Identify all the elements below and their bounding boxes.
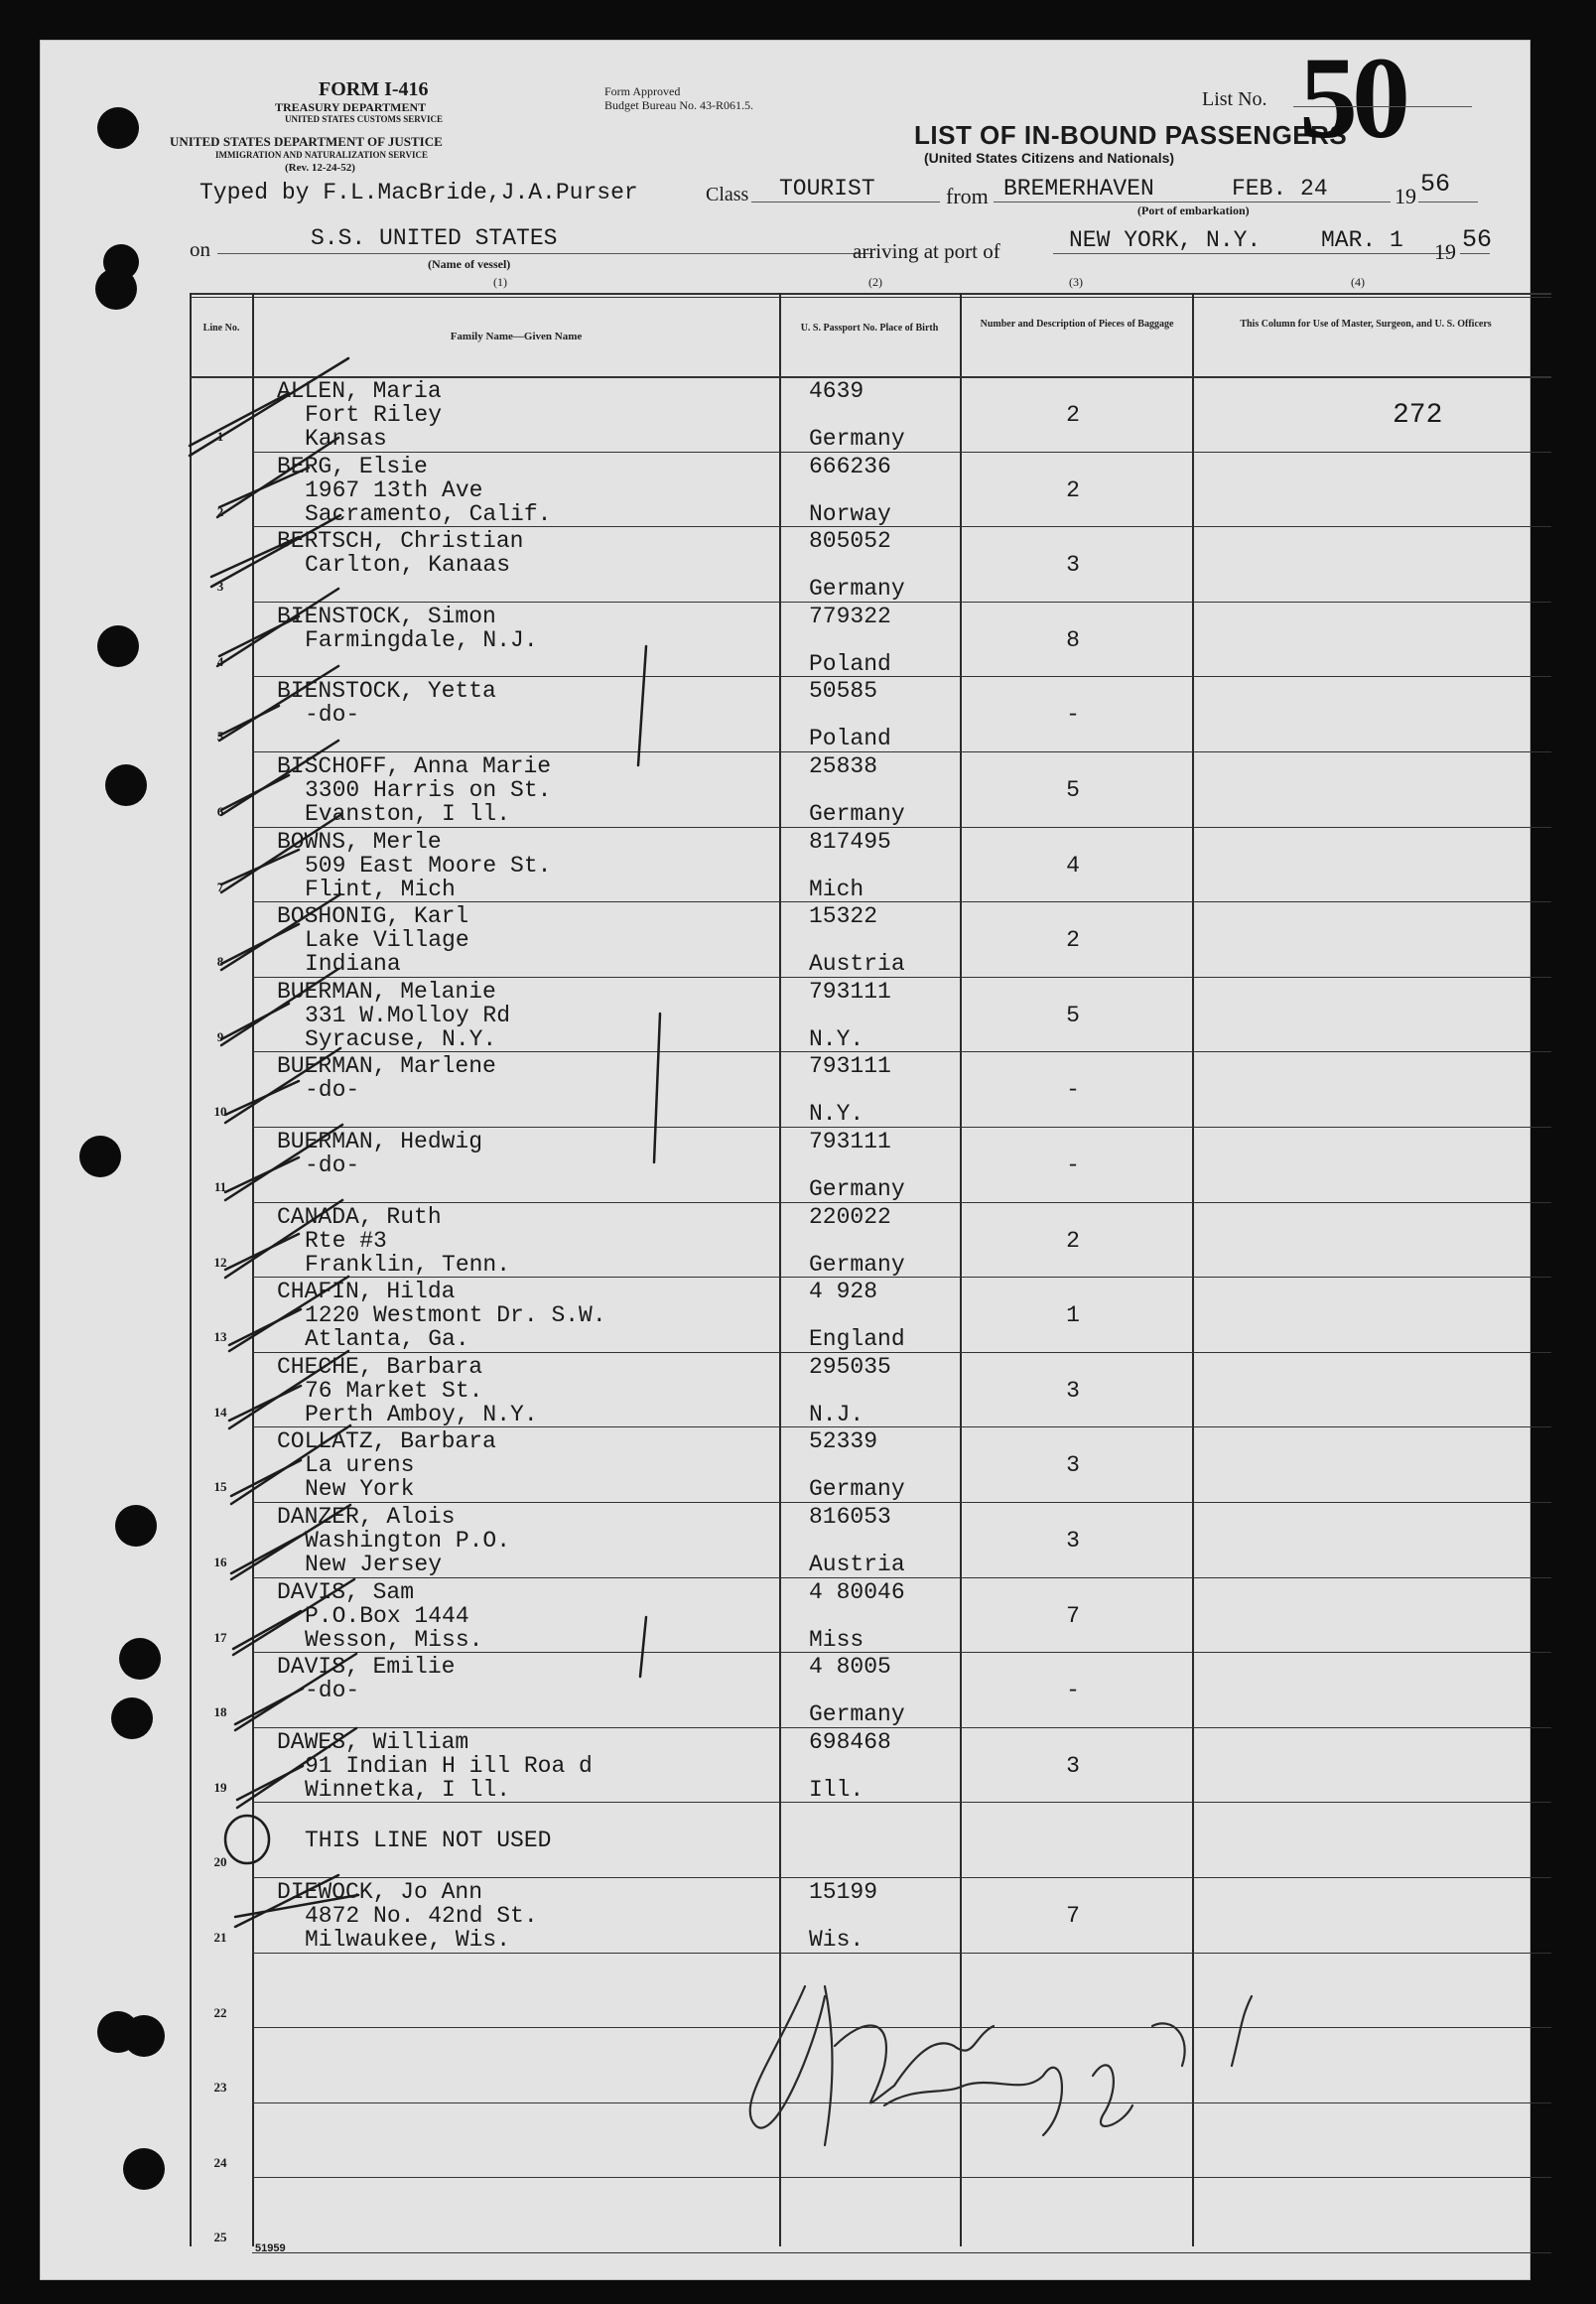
line-number: 6 <box>216 804 224 819</box>
baggage-count: 3 <box>1066 1752 1080 1779</box>
place-of-birth: N.Y. <box>809 1101 864 1128</box>
place-of-birth: Germany <box>809 1701 905 1728</box>
arriving-label: arriving at port of <box>853 239 1000 263</box>
passenger-name: DAVIS, Emilie <box>277 1654 456 1681</box>
immigration-service: IMMIGRATION AND NATURALIZATION SERVICE <box>215 150 428 160</box>
baggage-count: 2 <box>1066 476 1080 503</box>
passport-number: 817495 <box>809 828 891 855</box>
service-name: UNITED STATES CUSTOMS SERVICE <box>285 114 443 124</box>
baggage-count: 3 <box>1066 552 1080 579</box>
passport-number: 4 8005 <box>809 1654 891 1681</box>
line-number: 20 <box>213 1854 227 1870</box>
place-of-birth: N.Y. <box>809 1025 864 1052</box>
binder-hole <box>115 1505 157 1547</box>
officer-note: 272 <box>1393 400 1443 431</box>
address-line: La urens <box>305 1452 415 1479</box>
passenger-name: BUERMAN, Melanie <box>277 978 496 1005</box>
baggage-count: 3 <box>1066 1452 1080 1479</box>
baggage-count: - <box>1066 1678 1080 1704</box>
address-line: Wesson, Miss. <box>305 1626 483 1653</box>
typed-by: Typed by F.L.MacBride,J.A.Purser <box>200 180 638 205</box>
address-line: 1967 13th Ave <box>305 476 483 503</box>
address-line: 76 Market St. <box>305 1377 483 1404</box>
address-line: 91 Indian H ill Roa d <box>305 1752 593 1779</box>
place-of-birth: Ill. <box>809 1776 864 1803</box>
form-subtitle: (United States Citizens and Nationals) <box>924 150 1175 166</box>
class-value: TOURIST <box>779 176 875 202</box>
line-number: 2 <box>216 503 224 519</box>
arrival-year: 56 <box>1462 225 1493 254</box>
binder-hole <box>105 764 147 806</box>
passenger-name: BISCHOFF, Anna Marie <box>277 753 552 779</box>
passport-number: 666236 <box>809 453 891 479</box>
address-line: New Jersey <box>305 1552 443 1577</box>
baggage-count: 8 <box>1066 626 1080 653</box>
address-line: -do- <box>305 1152 360 1178</box>
baggage-count: 4 <box>1066 852 1080 879</box>
address-line: Syracuse, N.Y. <box>305 1025 497 1052</box>
from-year: 56 <box>1420 170 1451 199</box>
passenger-name: BERG, Elsie <box>277 453 428 479</box>
binder-hole <box>123 2015 165 2057</box>
passport-number: 4 928 <box>809 1279 878 1305</box>
col-number-1: (1) <box>493 275 507 289</box>
place-of-birth: Norway <box>809 500 891 527</box>
col-number-2: (2) <box>868 275 882 289</box>
from-date: FEB. 24 <box>1232 176 1328 202</box>
line-number: 11 <box>213 1179 227 1194</box>
place-of-birth: Austria <box>809 1552 905 1577</box>
from-year-prefix: 19 <box>1395 184 1416 208</box>
binder-hole <box>119 1638 161 1680</box>
vessel-label: (Name of vessel) <box>428 257 511 271</box>
line-number: 10 <box>213 1104 227 1120</box>
passport-number: 52339 <box>809 1428 878 1455</box>
line-number: 19 <box>213 1779 227 1795</box>
passport-number: 4 80046 <box>809 1578 905 1605</box>
place-of-birth: Austria <box>809 951 905 978</box>
from-port: BREMERHAVEN <box>1003 176 1154 202</box>
passport-number: 295035 <box>809 1353 891 1380</box>
address-line: -do- <box>305 1678 360 1704</box>
check-marks <box>41 41 1530 2279</box>
budget-bureau: Budget Bureau No. 43-R061.5. <box>604 98 753 112</box>
line-number: 1 <box>216 429 224 444</box>
baggage-count: 3 <box>1066 1377 1080 1404</box>
passenger-name: COLLATZ, Barbara <box>277 1428 496 1455</box>
passport-number: 698468 <box>809 1728 891 1755</box>
arrival-port: NEW YORK, N.Y. <box>1069 227 1262 253</box>
passenger-name: DAWES, William <box>277 1728 469 1755</box>
passenger-name: BOWNS, Merle <box>277 828 442 855</box>
passport-number: 50585 <box>809 678 878 705</box>
place-of-birth: Miss <box>809 1626 864 1653</box>
embark-label: (Port of embarkation) <box>1137 203 1250 217</box>
binder-hole <box>111 1697 153 1739</box>
list-number: 50 <box>1299 33 1404 163</box>
line-number: 12 <box>213 1254 227 1270</box>
address-line: P.O.Box 1444 <box>305 1602 469 1629</box>
baggage-count: 7 <box>1066 1602 1080 1629</box>
address-line: Kansas <box>305 426 387 452</box>
line-number: 9 <box>216 1028 224 1044</box>
passport-number: 793111 <box>809 1053 891 1080</box>
from-label: from <box>946 184 989 208</box>
binder-hole <box>79 1136 121 1177</box>
passenger-name: DANZER, Alois <box>277 1504 456 1530</box>
col-number-4: (4) <box>1351 275 1365 289</box>
address-line: Franklin, Tenn. <box>305 1251 511 1278</box>
place-of-birth: Germany <box>809 576 905 603</box>
baggage-count: 2 <box>1066 1227 1080 1254</box>
class-label: Class <box>706 184 749 205</box>
place-of-birth: Wis. <box>809 1927 864 1953</box>
line-number: 25 <box>213 2230 227 2245</box>
line-number: 5 <box>216 729 224 745</box>
baggage-count: 2 <box>1066 927 1080 954</box>
line-number: 4 <box>216 653 224 669</box>
place-of-birth: England <box>809 1326 905 1353</box>
form-sheet <box>40 33 1530 2280</box>
address-line: 4872 No. 42nd St. <box>305 1903 538 1929</box>
form-title: LIST OF IN-BOUND PASSENGERS <box>914 120 1348 150</box>
address-line: -do- <box>305 1077 360 1104</box>
line-number: 3 <box>216 579 224 595</box>
on-label: on <box>190 237 210 261</box>
line-number: 15 <box>213 1479 227 1495</box>
passenger-name: BUERMAN, Hedwig <box>277 1129 483 1154</box>
address-line: Perth Amboy, N.Y. <box>305 1401 538 1427</box>
binder-hole <box>97 107 139 149</box>
passport-number: 220022 <box>809 1203 891 1230</box>
col-number-3: (3) <box>1069 275 1083 289</box>
arrive-year-prefix: 19 <box>1434 239 1456 264</box>
baggage-count: - <box>1066 1077 1080 1104</box>
place-of-birth: Germany <box>809 1251 905 1278</box>
revision: (Rev. 12-24-52) <box>285 162 355 174</box>
baggage-count: 5 <box>1066 1002 1080 1028</box>
handwritten-signature <box>750 1986 1252 2145</box>
passenger-name: CHECHE, Barbara <box>277 1353 483 1380</box>
place-of-birth: Mich <box>809 876 864 902</box>
baggage-count: 2 <box>1066 402 1080 428</box>
address-line: Lake Village <box>305 927 469 954</box>
address-line: Atlanta, Ga. <box>305 1326 469 1353</box>
baggage-count: 3 <box>1066 1528 1080 1554</box>
footer-code: 51959 <box>255 2242 286 2254</box>
passenger-name: DIEWOCK, Jo Ann <box>277 1879 483 1905</box>
passport-number: 805052 <box>809 528 891 555</box>
baggage-count: 5 <box>1066 777 1080 803</box>
address-line: Farmingdale, N.J. <box>305 626 538 653</box>
passport-number: 793111 <box>809 978 891 1005</box>
line-number: 13 <box>213 1329 227 1345</box>
line-number: 23 <box>213 2080 227 2096</box>
place-of-birth: N.J. <box>809 1401 864 1427</box>
col-header-passport: U. S. Passport No. Place of Birth <box>800 323 939 334</box>
passenger-name: BIENSTOCK, Yetta <box>277 678 496 705</box>
passenger-name: BERTSCH, Christian <box>277 528 524 555</box>
col-header-name: Family Name—Given Name <box>450 331 583 342</box>
address-line: THIS LINE NOT USED <box>305 1828 552 1854</box>
address-line: Rte #3 <box>305 1227 387 1254</box>
baggage-count: - <box>1066 702 1080 729</box>
address-line: 1220 Westmont Dr. S.W. <box>305 1302 606 1329</box>
form-number: FORM I-416 <box>319 78 429 100</box>
baggage-count: 7 <box>1066 1903 1080 1929</box>
place-of-birth: Poland <box>809 650 891 677</box>
place-of-birth: Poland <box>809 726 891 752</box>
place-of-birth: Germany <box>809 426 905 452</box>
binder-hole <box>123 2148 165 2190</box>
passenger-name: BOSHONIG, Karl <box>277 903 469 930</box>
address-line: 3300 Harris on St. <box>305 777 552 803</box>
passport-number: 15322 <box>809 903 878 930</box>
justice-dept: UNITED STATES DEPARTMENT OF JUSTICE <box>170 134 443 149</box>
place-of-birth: Germany <box>809 801 905 827</box>
line-number: 16 <box>213 1555 227 1569</box>
address-line: Washington P.O. <box>305 1528 511 1554</box>
vessel-name: S.S. UNITED STATES <box>311 225 558 251</box>
passport-number: 793111 <box>809 1129 891 1154</box>
passport-number: 779322 <box>809 603 891 629</box>
line-number: 18 <box>213 1704 227 1720</box>
line-number: 14 <box>213 1404 227 1420</box>
binder-hole <box>97 625 139 667</box>
place-of-birth: Germany <box>809 1476 905 1503</box>
col-header-officers: This Column for Use of Master, Surgeon, and U. S. Officers <box>1240 319 1492 330</box>
passenger-name: ALLEN, Maria <box>277 378 442 404</box>
arrival-date: MAR. 1 <box>1321 227 1403 253</box>
binder-hole <box>103 244 139 280</box>
address-line: -do- <box>305 702 360 729</box>
col-header-line: Line No. <box>202 323 240 334</box>
passport-number: 816053 <box>809 1504 891 1530</box>
passport-number: 15199 <box>809 1879 878 1905</box>
address-line: Flint, Mich <box>305 876 456 902</box>
passenger-name: DAVIS, Sam <box>277 1578 415 1605</box>
passport-number: 4639 <box>809 378 864 404</box>
address-line: Fort Riley <box>305 402 443 428</box>
address-line: Sacramento, Calif. <box>305 500 552 527</box>
address-line: Carlton, Kanaas <box>305 552 511 579</box>
passenger-name: CHAFIN, Hilda <box>277 1279 456 1305</box>
line-number: 7 <box>216 879 224 894</box>
passenger-name: BUERMAN, Marlene <box>277 1053 496 1080</box>
list-no-label: List No. <box>1202 88 1267 110</box>
baggage-count: 1 <box>1066 1302 1080 1329</box>
place-of-birth: Germany <box>809 1176 905 1202</box>
address-line: Milwaukee, Wis. <box>305 1927 511 1953</box>
passport-number: 25838 <box>809 753 878 779</box>
line-number: 22 <box>213 2004 227 2020</box>
baggage-count: - <box>1066 1152 1080 1178</box>
address-line: Winnetka, I ll. <box>305 1776 511 1803</box>
passenger-name: BIENSTOCK, Simon <box>277 603 496 629</box>
address-line: 509 East Moore St. <box>305 852 552 879</box>
address-line: New York <box>305 1476 415 1503</box>
line-number: 24 <box>213 2154 227 2170</box>
address-line: Evanston, I ll. <box>305 801 511 827</box>
line-number: 21 <box>213 1930 227 1945</box>
address-line: Indiana <box>305 951 401 978</box>
address-line: 331 W.Molloy Rd <box>305 1002 511 1028</box>
dept-name: TREASURY DEPARTMENT <box>275 100 427 114</box>
line-number: 8 <box>216 954 224 970</box>
line-number: 17 <box>213 1629 227 1645</box>
form-approved: Form Approved <box>604 84 681 98</box>
passenger-name: CANADA, Ruth <box>277 1203 442 1230</box>
col-header-baggage: Number and Description of Pieces of Baggage <box>980 319 1174 330</box>
